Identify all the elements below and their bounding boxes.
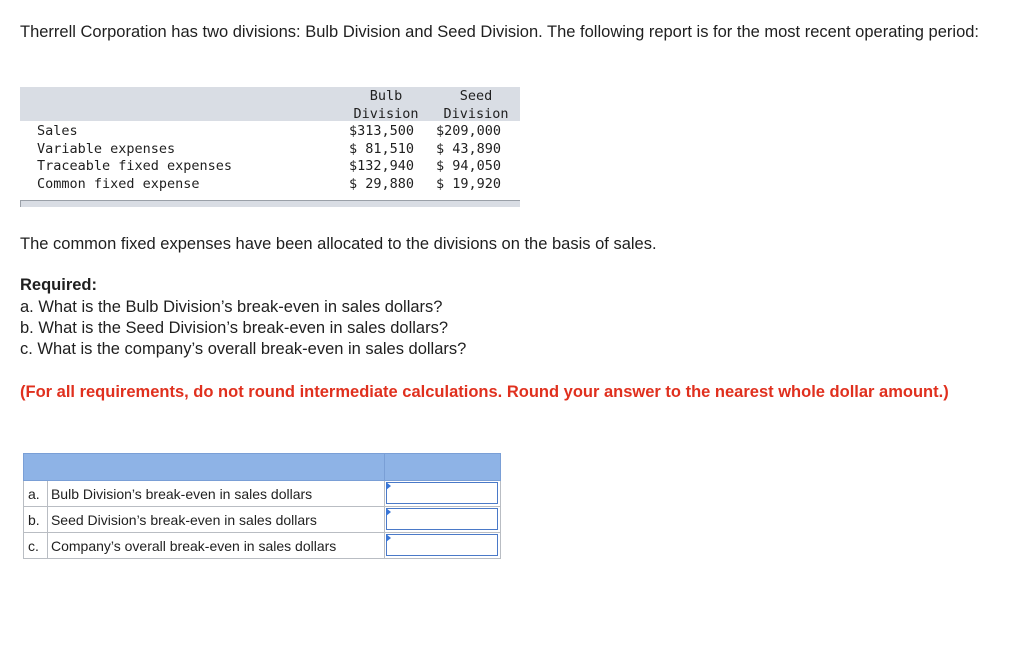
answer-header-value-cell — [385, 454, 501, 481]
answer-row-letter: b. — [24, 507, 48, 533]
answer-row-letter: a. — [24, 481, 48, 507]
input-marker-icon — [386, 482, 391, 490]
required-heading: Required: — [20, 276, 98, 294]
report-bulb-value: $ 29,880 — [349, 175, 415, 192]
rounding-instruction: (For all requirements, do not round intermediate calculations. Round your answer to the nearest whole dollar amount.) — [20, 383, 949, 401]
bulb-division-header — [346, 88, 426, 123]
answer-table — [23, 453, 501, 559]
report-seed-value: $209,000 — [436, 123, 502, 139]
report-bulb-value: $313,500 — [349, 123, 415, 139]
answer-row-label: Bulb Division’s break-even in sales dollars — [47, 481, 384, 507]
report-seed-value: $ 19,920 — [436, 175, 502, 192]
intro-text: Therrell Corporation has two divisions: Bulb Division and Seed Division. The following report is for the most recent operating period: — [20, 23, 980, 41]
report-row-label: Sales — [37, 123, 78, 139]
answer-row — [24, 533, 501, 559]
answer-input-cell — [385, 533, 501, 559]
answer-table-header — [24, 454, 501, 481]
bulb-header-line1: Bulb — [369, 88, 403, 104]
required-item: b. What is the Seed Division’s break-even in sales dollars? — [20, 319, 448, 337]
seed-header-line1: Seed — [459, 88, 493, 104]
answer-row-letter: c. — [24, 533, 48, 559]
seed-header-line2: Division — [443, 105, 509, 122]
allocation-note: The common fixed expenses have been allocated to the divisions on the basis of sales. — [20, 235, 657, 253]
report-bulb-value: $132,940 — [349, 158, 415, 174]
input-marker-icon — [386, 508, 391, 516]
division-report — [20, 87, 520, 207]
answer-row — [24, 481, 501, 507]
report-bulb-value: $ 81,510 — [349, 140, 415, 157]
seed-division-header — [434, 88, 518, 123]
report-row-label: Traceable fixed expenses — [37, 158, 233, 174]
answer-row-label: Seed Division’s break-even in sales dollars — [47, 507, 384, 533]
answer-input-cell — [385, 481, 501, 507]
seed-breakeven-input[interactable] — [386, 508, 498, 530]
answer-row-label: Company’s overall break-even in sales dollars — [47, 533, 384, 559]
company-breakeven-input[interactable] — [386, 534, 498, 556]
bulb-breakeven-input[interactable] — [386, 482, 498, 504]
answer-input-cell — [385, 507, 501, 533]
answer-header-cell — [24, 454, 385, 481]
required-item: c. What is the company’s overall break-even in sales dollars? — [20, 340, 467, 358]
input-marker-icon — [386, 534, 391, 542]
report-bottom-rule — [20, 200, 520, 207]
required-item: a. What is the Bulb Division’s break-even in sales dollars? — [20, 298, 443, 316]
report-row-label: Variable expenses — [37, 140, 176, 157]
bulb-header-line2: Division — [353, 105, 419, 122]
report-seed-value: $ 94,050 — [436, 158, 502, 174]
report-row-label: Common fixed expense — [37, 175, 200, 192]
report-seed-value: $ 43,890 — [436, 140, 502, 157]
answer-row — [24, 507, 501, 533]
